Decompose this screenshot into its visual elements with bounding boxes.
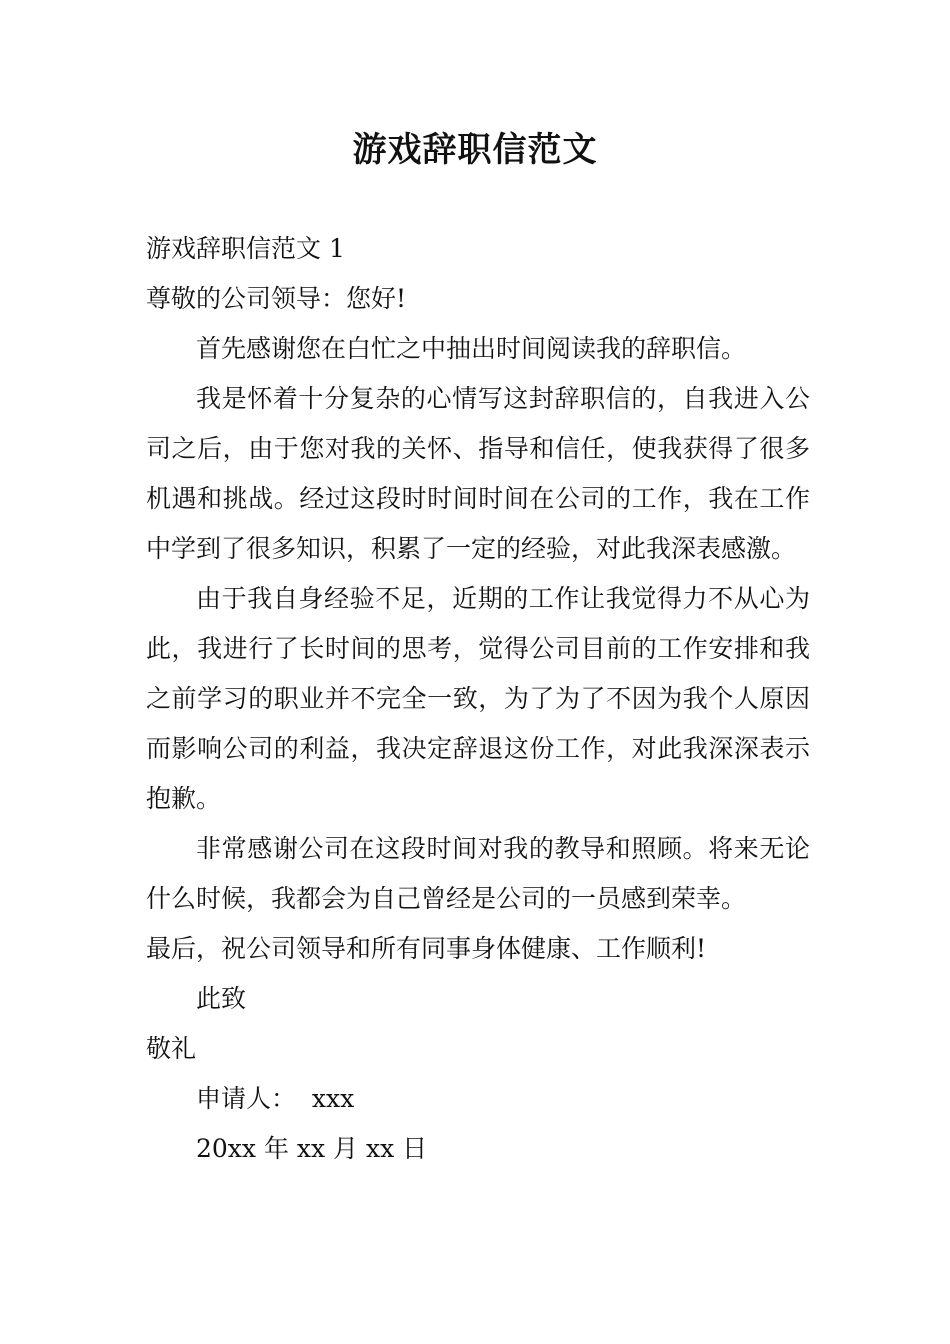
closing-2: 敬礼 [146,1034,197,1063]
closing-1: 此致 [196,984,247,1013]
letter-body [146,224,810,1174]
paragraph-3: 由于我自身经验不足，近期的工作让我觉得力不从心为此，我进行了长时间的思考，觉得公司目前的工作安排和我之前学习的职业并不完全一致，为了为了不因为我个人原因而影响公司的利益，我决定辞退这份工作，对此我深深表示抱歉。 [146,584,810,813]
paragraph-2: 我是怀着十分复杂的心情写这封辞职信的，自我进入公司之后，由于您对我的关怀、指导和信任，使我获得了很多机遇和挑战。经过这段时时间时间在公司的工作，我在工作中学到了很多知识，积累了一定的经验，对此我深表感激。 [146,384,810,563]
page-title: 游戏辞职信范文 [352,130,598,170]
closing-wish: 最后，祝公司领导和所有同事身体健康、工作顺利! [146,934,707,963]
applicant-line: 申请人： xxx [196,1084,355,1113]
paragraph-4: 非常感谢公司在这段时间对我的教导和照顾。将来无论什么时候，我都会为自己曾经是公司的一员感到荣幸。 [146,834,810,913]
paragraph-1: 首先感谢您在白忙之中抽出时间阅读我的辞职信。 [196,334,747,363]
salutation: 尊敬的公司领导：您好! [146,284,407,313]
section-heading: 游戏辞职信范文 1 [146,234,345,263]
date-line: 20xx 年 xx 月 xx 日 [196,1134,428,1163]
